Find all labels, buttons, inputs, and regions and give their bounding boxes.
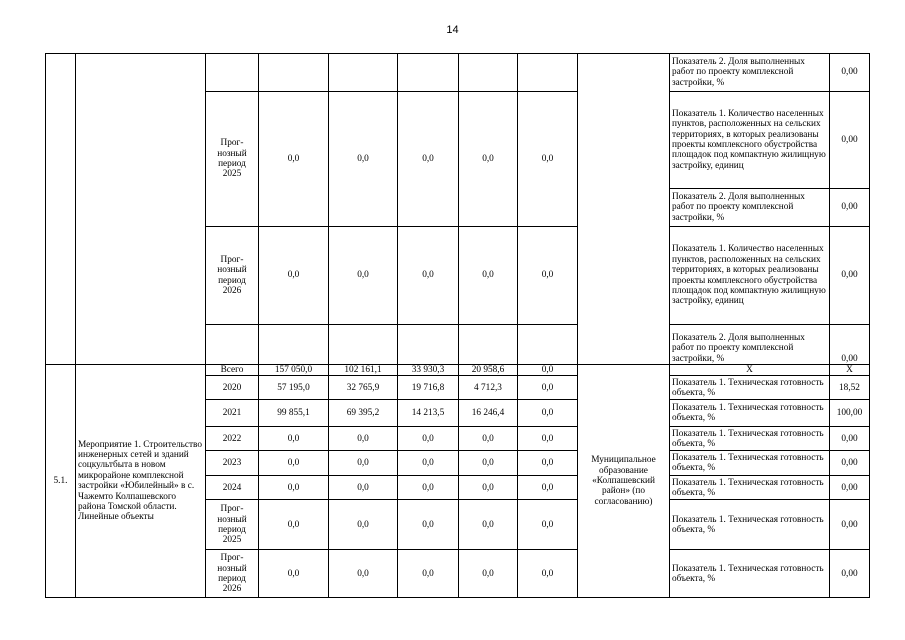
value-cell: 0,0 xyxy=(329,92,398,227)
period-cell: 2023 xyxy=(206,451,259,476)
value-cell: 0,0 xyxy=(329,451,398,476)
value-cell: 0,0 xyxy=(459,451,518,476)
value-cell: 0,0 xyxy=(259,451,329,476)
measure-number: 5.1. xyxy=(46,365,76,598)
period-cell: Прог- нозный период 2025 xyxy=(206,92,259,227)
period-cell: Прог- нозный период 2026 xyxy=(206,227,259,325)
indicator-value-cell: 0,00 xyxy=(830,451,870,476)
value-cell: 0,0 xyxy=(459,500,518,550)
indicator-value-cell: 0,00 xyxy=(830,500,870,550)
value-cell: 157 050,0 xyxy=(259,365,329,376)
value-cell: 0,0 xyxy=(398,227,459,325)
indicator-value-cell: 0,00 xyxy=(830,92,870,189)
page-number: 14 xyxy=(446,24,459,36)
value-cell: 0,0 xyxy=(518,476,578,500)
value-cell: 0,0 xyxy=(329,500,398,550)
indicator-cell: Показатель 1. Техническая готовность объекта, % xyxy=(670,476,830,500)
value-cell: 0,0 xyxy=(259,550,329,598)
value-cell: 0,0 xyxy=(329,427,398,451)
indicator-cell: Показатель 1. Количество населенных пунктов, расположенных на сельских территориях, в которых реализованы проекты комплексного обустройства площадок под компактную жилищную застройку, единиц xyxy=(670,92,830,189)
value-cell: 0,0 xyxy=(329,227,398,325)
indicator-cell: Показатель 2. Доля выполненных работ по проекту комплексной застройки, % xyxy=(670,325,830,365)
value-cell: 0,0 xyxy=(259,500,329,550)
indicator-value-cell: 0,00 xyxy=(830,189,870,227)
indicator-cell: Показатель 1. Техническая готовность объекта, % xyxy=(670,500,830,550)
indicator-value-cell: 0,00 xyxy=(830,54,870,92)
indicator-value-cell: 0,00 xyxy=(830,550,870,598)
value-cell: 0,0 xyxy=(398,427,459,451)
indicator-value-cell: 0,00 xyxy=(830,476,870,500)
value-cell: 0,0 xyxy=(459,227,518,325)
value-cell: 0,0 xyxy=(518,500,578,550)
value-cell: 0,0 xyxy=(459,92,518,227)
value-cell: 16 246,4 xyxy=(459,400,518,427)
value-cell: 0,0 xyxy=(518,376,578,400)
value-cell: 0,0 xyxy=(259,227,329,325)
value-cell: 0,0 xyxy=(398,451,459,476)
period-cell: 2021 xyxy=(206,400,259,427)
period-cell: Всего xyxy=(206,365,259,376)
period-cell: Прог- нозный период 2026 xyxy=(206,550,259,598)
indicator-value-cell: 0,00 xyxy=(830,427,870,451)
indicator-cell: Показатель 1. Техническая готовность объекта, % xyxy=(670,400,830,427)
value-cell: 0,0 xyxy=(329,550,398,598)
value-cell: 0,0 xyxy=(518,550,578,598)
indicator-cell: Показатель 1. Техническая готовность объекта, % xyxy=(670,427,830,451)
value-cell: 0,0 xyxy=(398,92,459,227)
value-cell: 99 855,1 xyxy=(259,400,329,427)
value-cell: 0,0 xyxy=(459,427,518,451)
value-cell: 0,0 xyxy=(398,550,459,598)
value-cell: 19 716,8 xyxy=(398,376,459,400)
indicator-value-cell: 18,52 xyxy=(830,376,870,400)
value-cell: 0,0 xyxy=(259,92,329,227)
value-cell: 14 213,5 xyxy=(398,400,459,427)
value-cell: 0,0 xyxy=(518,451,578,476)
value-cell: 0,0 xyxy=(329,476,398,500)
value-cell: 0,0 xyxy=(459,476,518,500)
measure-name: Мероприятие 1. Строительство инженерных сетей и зданий соцкультбыта в новом микрорайоне комплексной застройки «Юбилейный» в с. Чажемто Колпашевского района Томской области. Линейные объекты xyxy=(76,365,206,598)
value-cell: 0,0 xyxy=(398,476,459,500)
value-cell: 0,0 xyxy=(518,227,578,325)
executor-cell: Муниципальное образование «Колпашевский район» (по согласованию) xyxy=(578,365,670,598)
table-row xyxy=(46,365,870,376)
program-table xyxy=(45,53,870,598)
indicator-value-cell: 0,00 xyxy=(830,227,870,325)
value-cell: 57 195,0 xyxy=(259,376,329,400)
value-cell: 102 161,1 xyxy=(329,365,398,376)
value-cell: 33 930,3 xyxy=(398,365,459,376)
value-cell: 69 395,2 xyxy=(329,400,398,427)
indicator-value-cell: 100,00 xyxy=(830,400,870,427)
period-cell: 2024 xyxy=(206,476,259,500)
indicator-value-cell: X xyxy=(830,365,870,376)
period-cell: 2020 xyxy=(206,376,259,400)
indicator-cell: Показатель 1. Количество населенных пунктов, расположенных на сельских территориях, в которых реализованы проекты комплексного обустройства площадок под компактную жилищную застройку, единиц xyxy=(670,227,830,325)
value-cell: 0,0 xyxy=(518,427,578,451)
value-cell: 0,0 xyxy=(518,92,578,227)
indicator-value-cell: 0,00 xyxy=(830,325,870,365)
period-cell: Прог- нозный период 2025 xyxy=(206,500,259,550)
indicator-cell: Показатель 1. Техническая готовность объекта, % xyxy=(670,550,830,598)
executor-cell-empty xyxy=(578,54,670,365)
value-cell: 32 765,9 xyxy=(329,376,398,400)
value-cell: 0,0 xyxy=(259,427,329,451)
value-cell: 0,0 xyxy=(518,400,578,427)
name-cell-empty xyxy=(76,54,206,365)
value-cell: 0,0 xyxy=(459,550,518,598)
value-cell: 4 712,3 xyxy=(459,376,518,400)
indicator-cell: Показатель 2. Доля выполненных работ по проекту комплексной застройки, % xyxy=(670,54,830,92)
period-cell: 2022 xyxy=(206,427,259,451)
value-cell: 0,0 xyxy=(259,476,329,500)
indicator-cell: Показатель 1. Техническая готовность объекта, % xyxy=(670,376,830,400)
table-row xyxy=(46,54,870,92)
number-cell-empty xyxy=(46,54,76,365)
value-cell: 0,0 xyxy=(518,365,578,376)
indicator-cell: X xyxy=(670,365,830,376)
value-cell: 20 958,6 xyxy=(459,365,518,376)
indicator-cell: Показатель 1. Техническая готовность объекта, % xyxy=(670,451,830,476)
value-cell: 0,0 xyxy=(398,500,459,550)
indicator-cell: Показатель 2. Доля выполненных работ по проекту комплексной застройки, % xyxy=(670,189,830,227)
